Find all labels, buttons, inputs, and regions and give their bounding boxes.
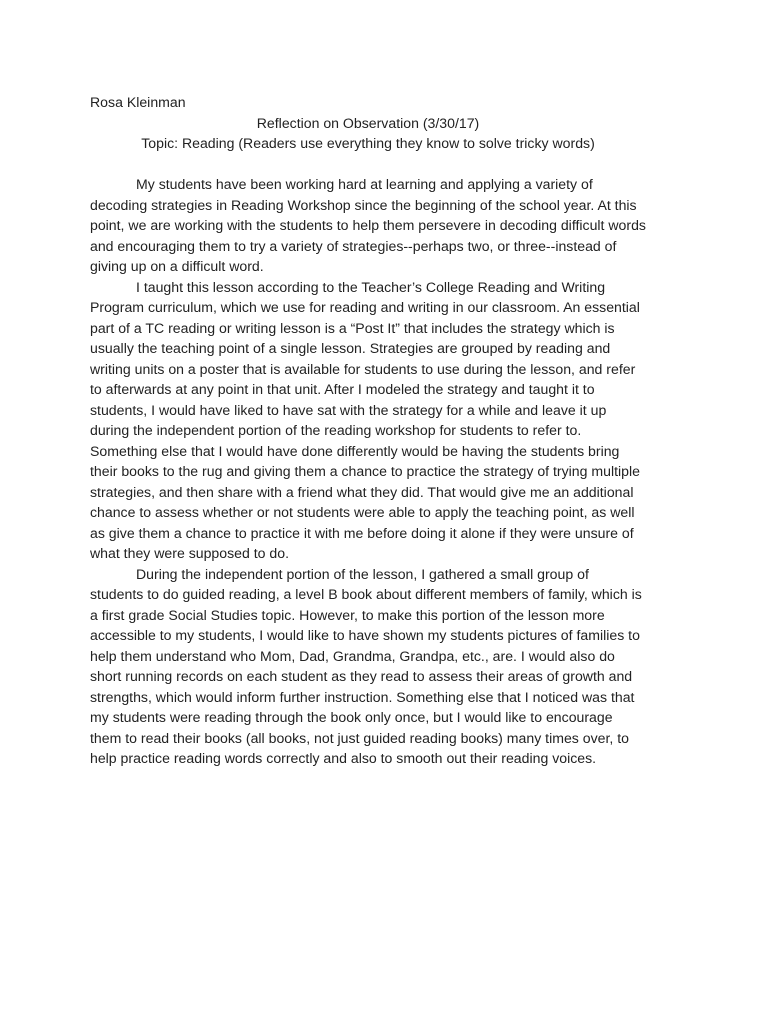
paragraph-3: During the independent portion of the lesson, I gathered a small group of students to do guided reading, a level B book about different members of family, which is a first grade Social Studies topic. However, to make this portion of the lesson more accessible to my students, I would like to have shown my students pictures of families to help them understand who Mom, Dad, Grandma, Grandpa, etc., are. I would also do short running records on each student as they read to assess their areas of growth and strengths, which would inform further instruction. Something else that I noticed was that my students were reading through the book only once, but I would like to encourage them to read their books (all books, not just guided reading books) many times over, to help practice reading words correctly and also to smooth out their reading voices. <box>90 565 642 766</box>
blank-line <box>90 154 646 175</box>
paragraph-2: I taught this lesson according to the Teacher’s College Reading and Writing Program curriculum, which we use for reading and writing in our classroom. An essential part of a TC reading or writing lesson is a “Post It” that includes the strategy which is usually the teaching point of a single lesson. Strategies are grouped by reading and writing units on a poster that is available for students to use during the lesson, and refer to afterwards at any point in that unit. After I modeled the strategy and taught it to students, I would have liked to have sat with the strategy for a while and leave it up during the independent portion of the reading workshop for students to refer to. Something else that I would have done differently would be having the students bring their books to the rug and giving them a chance to practice the strategy of trying multiple strategies, and then share with a friend what they did. That would give me an additional chance to assess whether or not students were able to apply the teaching point, as well as give them a chance to practice it with me before doing it alone if they were unsure of what they were supposed to do. <box>90 278 640 561</box>
author-name: Rosa Kleinman <box>90 94 186 110</box>
document-topic: Topic: Reading (Readers use everything they know to solve tricky words) <box>141 135 595 151</box>
document-title: Reflection on Observation (3/30/17) <box>256 114 480 131</box>
document-body <box>90 92 646 769</box>
paragraph-1: My students have been working hard at learning and applying a variety of decoding strategies in Reading Workshop since the beginning of the school year. At this point, we are working with the students to help them persevere in decoding difficult words and encouraging them to try a variety of strategies--perhaps two, or three--instead of giving up on a difficult word. <box>90 176 646 274</box>
